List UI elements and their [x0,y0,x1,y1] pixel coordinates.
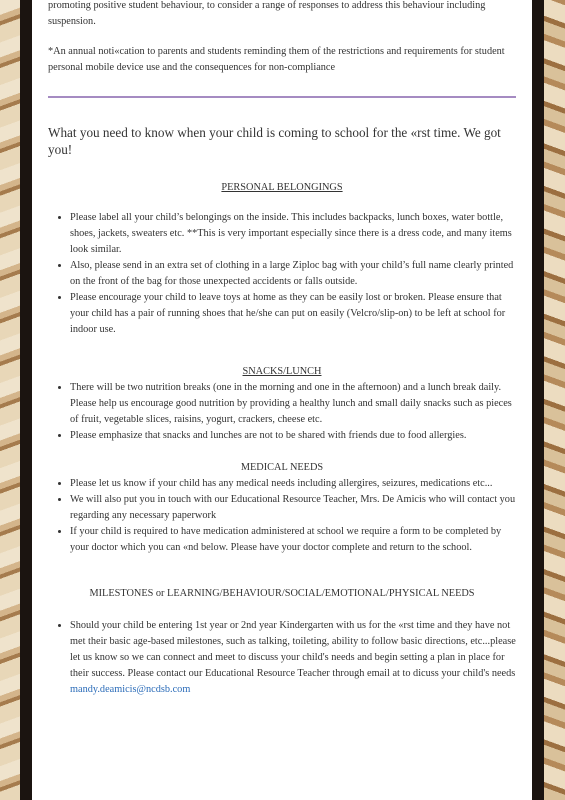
list-item: • We will also put you in touch with our Educational Resource Teacher, Mrs. De Amicis who will contact you regarding any necessary paperwork [70,492,516,524]
email-link[interactable]: mandy.deamicis@ncdsb.com [70,684,191,695]
list-item: • Please emphasize that snacks and lunches are not to be shared with friends due to food allergies. [70,428,516,444]
milestones-list [48,618,516,698]
background-wood-right [544,0,565,800]
intro-paragraph: promoting positive student behaviour, to consider a range of responses to address this behaviour including suspension. [48,0,486,27]
notification-paragraph: *An annual noti«cation to parents and students reminding them of the restrictions and requirements for student personal mobile device use and the consequences for non-compliance [48,46,505,73]
belongings-list [48,210,516,338]
newsletter-content [32,0,532,800]
list-item: • If your child is required to have medication administered at school we require a form to be completed by your doctor which you can «nd below. Please have your doctor complete and return to the school. [70,524,516,556]
list-item: • Also, please send in an extra set of clothing in a large Ziploc bag with your child’s full name clearly printed on the front of the bag for those unexpected accidents or falls outside. [70,258,516,290]
list-item: • Please let us know if your child has any medical needs including allergires, seizures, medications etc... [70,476,516,492]
section-title-medical: MEDICAL NEEDS [240,462,324,473]
milestones-text: Should your child be entering 1st year or 2nd year Kindergarten with us for the «rst time and they have not met their basic age-based milestones, such as talking, toileting, ability to follow basic directions, etc...please let us know so we can connect and meet to discuss your child's needs and begin setting a plan in place for their success. Please contact our Educational Resource Teacher through email at to dicuss your child's needs [70,620,516,679]
section-divider [48,96,516,98]
medical-list [48,476,516,556]
list-item: • There will be two nutrition breaks (one in the morning and one in the afternoon) and a lunch break daily. Please help us encourage good nutrition by providing a healthy lunch and small daily snacks such as pieces of fruit, vegetable slices, raisins, yogurt, crackers, cheese etc. [70,380,516,428]
section-title-milestones: MILESTONES or LEARNING/BEHAVIOUR/SOCIAL/EMOTIONAL/PHYSICAL NEEDS [89,588,475,599]
background-border-left [20,0,32,800]
list-item: • Please encourage your child to leave toys at home as they can be easily lost or broken. Please ensure that your child has a pair of running shoes that he/she can put on easily (Velcro/slip-on) to be left at school for indoor use. [70,290,516,338]
page-heading: What you need to know when your child is coming to school for the «rst time. We got you! [48,125,501,157]
background-border-right [532,0,544,800]
list-item: • Please label all your child’s belongings on the inside. This includes backpacks, lunch boxes, water bottle, shoes, jackets, sweaters etc. **This is very important especially since there is a dress code, and many items look similar. [70,210,516,258]
section-title-belongings: PERSONAL BELONGINGS [221,182,343,193]
snacks-list [48,380,516,444]
newsletter-inner [32,0,532,698]
section-title-snacks: SNACKS/LUNCH [242,366,322,377]
list-item [70,618,516,698]
